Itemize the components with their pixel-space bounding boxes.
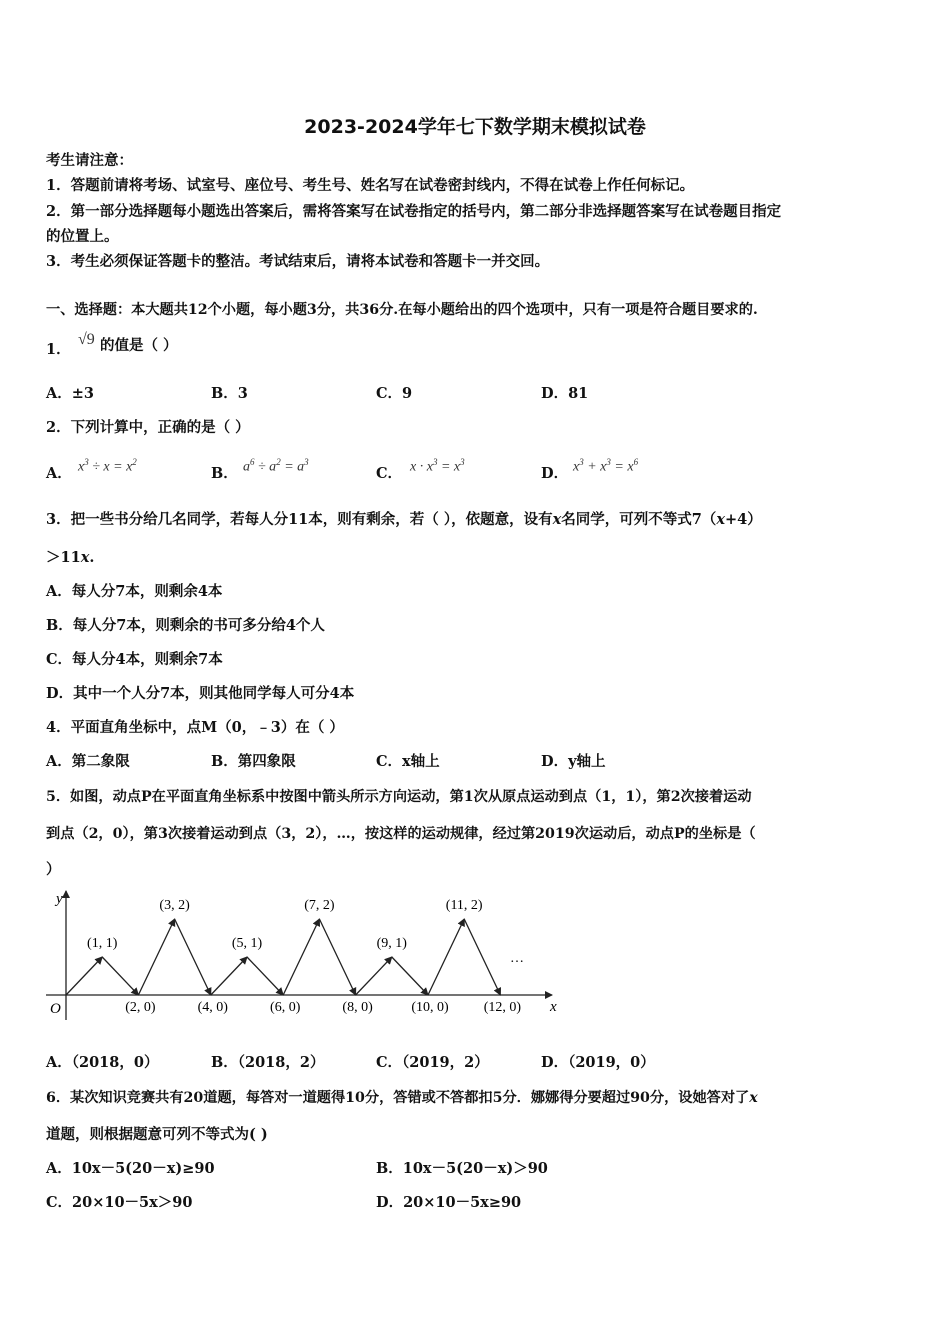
motion-segment-1	[66, 957, 102, 995]
q4-stem: 4．平面直角坐标中，点M（0，﹣3）在（ ）	[46, 719, 344, 736]
q4-option-a: A．第二象限	[46, 753, 130, 770]
q3-option-b: B．每人分7本，则剩余的书可多分给4个人	[46, 617, 325, 634]
q2-option-b-formula: $a^6 \div a^2 = a^3$	[243, 457, 309, 475]
motion-segment-7	[283, 919, 319, 995]
point-label-6-0: (6, 0)	[270, 1000, 301, 1015]
motion-segment-12	[464, 919, 500, 995]
q2-option-d-formula: $x^3 + x^3 = x^6$	[573, 457, 639, 475]
q3-option-d: D．其中一个人分7本，则其他同学每人可分4本	[46, 685, 355, 702]
q5-stem-line2: 到点（2，0），第3次接着运动到点（3，2），…，按这样的运动规律，经过第2019次运动后，动点P的坐标是（	[46, 826, 756, 842]
origin-label: O	[50, 1001, 61, 1017]
motion-segment-5	[211, 957, 247, 995]
motion-segment-2	[102, 957, 138, 995]
motion-segment-10	[392, 957, 428, 995]
point-label-12-0: (12, 0)	[483, 1000, 522, 1015]
q2-option-d-label: D．	[541, 465, 569, 482]
q1-number: 1．	[46, 341, 71, 358]
q5-stem-line3: ）	[46, 861, 61, 878]
q1-option-c: C．9	[376, 385, 413, 402]
q5-motion-figure	[40, 885, 580, 1025]
point-label-1-1: (1, 1)	[87, 936, 118, 951]
notice-line-1: 1．答题前请将考场、试室号、座位号、考生号、姓名写在试卷密封线内，不得在试卷上作任何标记。	[46, 177, 695, 194]
q1-option-b: B．3	[211, 385, 248, 402]
q3-stem-line2: ＞11x.	[46, 549, 95, 566]
q5-option-c: C．（2019，2）	[376, 1054, 489, 1071]
y-axis-label: y	[56, 891, 63, 907]
q1-option-d: D．81	[541, 385, 589, 402]
notice-line-3: 3．考生必须保证答题卡的整洁。考试结束后，请将本试卷和答题卡一并交回。	[46, 253, 550, 270]
motion-segment-11	[428, 919, 464, 995]
q6-option-c: C．20×10－5x＞90	[46, 1194, 193, 1211]
point-label-7-2: (7, 2)	[304, 898, 335, 913]
q2-option-a-formula: $x^3 \div x = x^2$	[78, 457, 137, 475]
motion-segment-4	[175, 919, 211, 995]
q2-option-b-label: B．	[211, 465, 238, 482]
point-label-4-0: (4, 0)	[197, 1000, 228, 1015]
q1-stem: 的值是（ ）	[100, 337, 178, 354]
q6-option-d: D．20×10－5x≥90	[376, 1194, 522, 1211]
point-label-11-2: (11, 2)	[445, 898, 483, 913]
q6-stem-line1: 6．某次知识竞赛共有20道题，每答对一道题得10分，答错或不答都扣5分．娜娜得分要超过90分，设她答对了x	[46, 1090, 758, 1106]
q6-stem-line2: 道题，则根据题意可列不等式为( )	[46, 1126, 268, 1143]
q2-option-c-label: C．	[376, 465, 403, 482]
page-title: 2023-2024学年七下数学期末模拟试卷	[304, 116, 646, 138]
q2-option-c-formula: $x \cdot x^3 = x^3$	[410, 457, 465, 475]
q1-option-a: A．±3	[46, 385, 94, 402]
motion-segment-6	[247, 957, 283, 995]
q3-option-c: C．每人分4本，则剩余7本	[46, 651, 223, 668]
motion-segment-3	[138, 919, 174, 995]
q2-option-a-label: A．	[46, 465, 72, 482]
x-axis-label: x	[550, 999, 557, 1015]
notice-line-2a: 2．第一部分选择题每小题选出答案后，需将答案写在试卷指定的括号内，第二部分非选择题答案写在试卷题目指定	[46, 203, 782, 220]
point-label-2-0: (2, 0)	[125, 1000, 156, 1015]
point-label-10-0: (10, 0)	[411, 1000, 449, 1015]
notice-line-2b: 的位置上。	[46, 228, 119, 245]
q4-option-c: C．x轴上	[376, 753, 440, 770]
q6-option-b: B．10x－5(20－x)＞90	[376, 1160, 548, 1177]
notice-heading: 考生请注意：	[46, 152, 133, 169]
q6-option-a: A．10x－5(20－x)≥90	[46, 1160, 215, 1177]
point-label-3-2: (3, 2)	[159, 898, 190, 913]
q4-option-d: D．y轴上	[541, 753, 606, 770]
motion-segment-8	[319, 919, 355, 995]
q2-stem: 2．下列计算中，正确的是（ ）	[46, 419, 250, 436]
point-label-9-1: (9, 1)	[376, 936, 407, 951]
section-heading: 一、选择题：本大题共12个小题，每小题3分，共36分.在每小题给出的四个选项中，只有一项是符合题目要求的.	[46, 302, 758, 318]
ellipsis-label: …	[510, 951, 524, 966]
q5-stem-line1: 5．如图，动点P在平面直角坐标系中按图中箭头所示方向运动，第1次从原点运动到点（1，1），第2次接着运动	[46, 789, 752, 805]
q3-option-a: A．每人分7本，则剩余4本	[46, 583, 223, 600]
q5-option-a: A．（2018，0）	[46, 1054, 159, 1071]
point-label-8-0: (8, 0)	[342, 1000, 373, 1015]
q4-option-b: B．第四象限	[211, 753, 296, 770]
q5-option-b: B．（2018，2）	[211, 1054, 325, 1071]
point-label-5-1: (5, 1)	[231, 936, 263, 951]
q3-stem-line1: 3．把一些书分给几名同学，若每人分11本，则有剩余，若（ ），依题意，设有x名同学，可列不等式7（x+4）	[46, 511, 762, 528]
motion-segment-9	[356, 957, 392, 995]
q5-option-d: D．（2019，0）	[541, 1054, 655, 1071]
q1-radical: √9	[78, 331, 95, 348]
